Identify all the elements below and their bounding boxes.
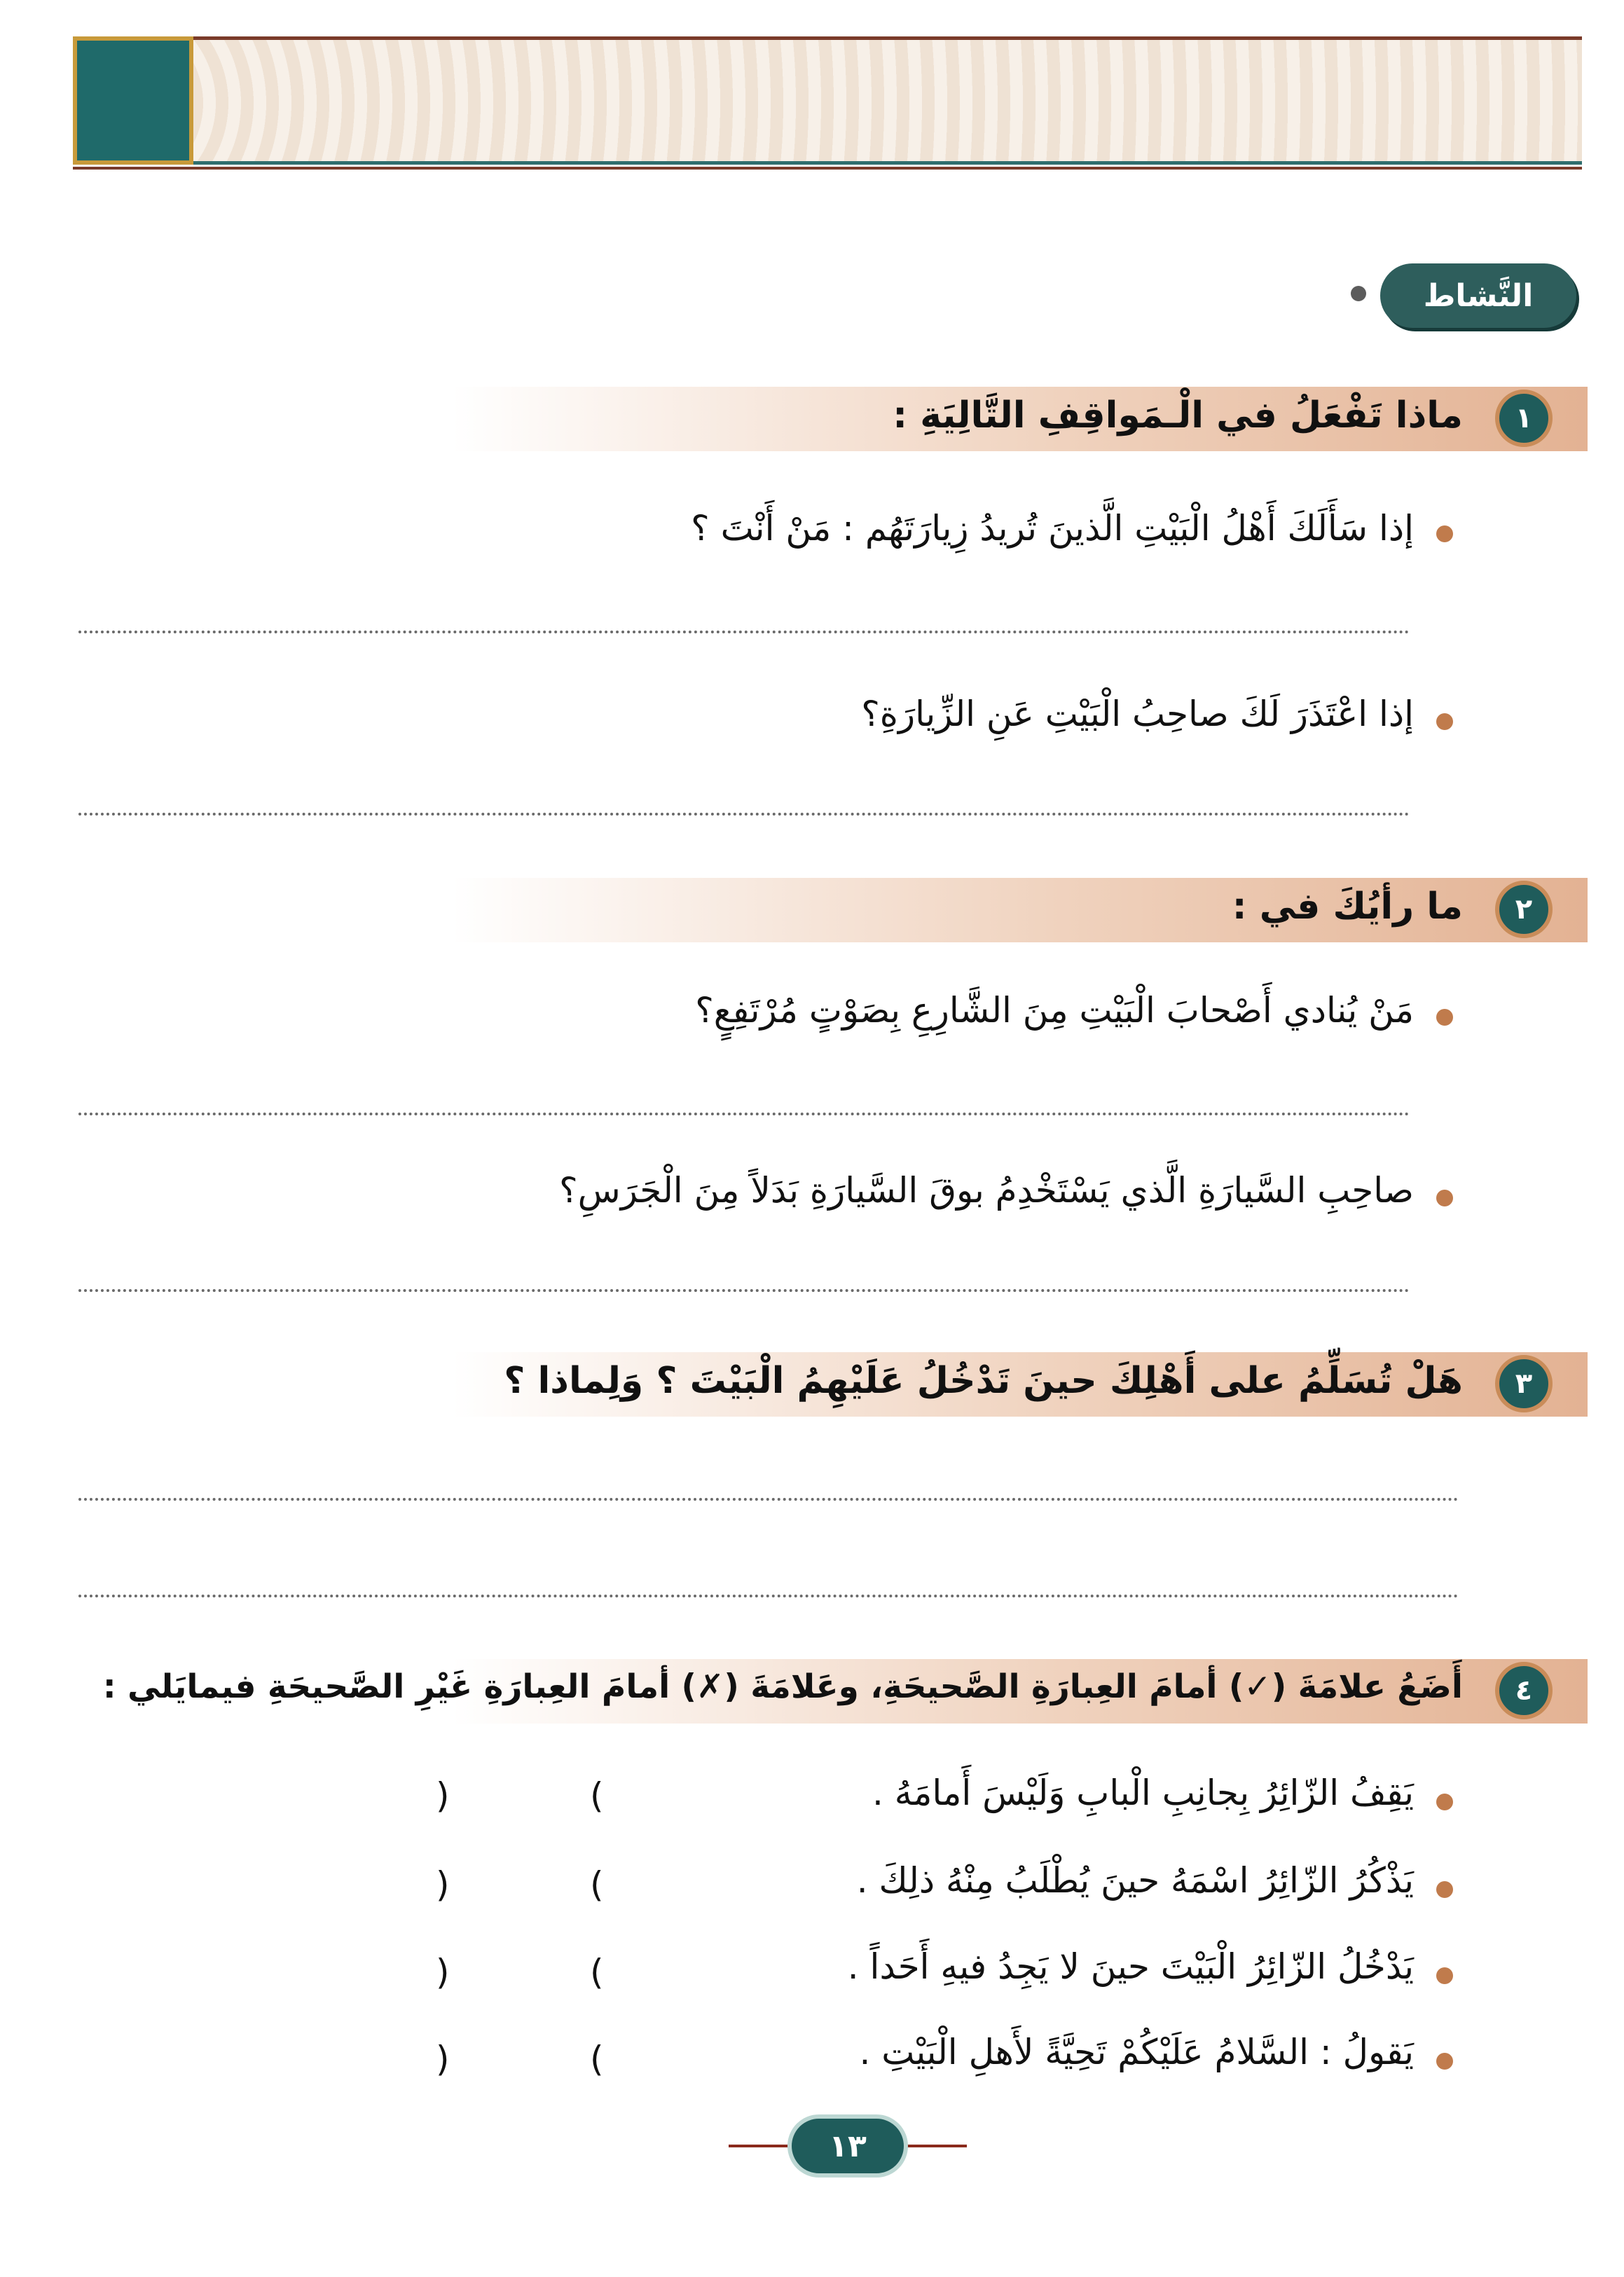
answer-line[interactable] <box>78 1113 1410 1115</box>
answer-box-close[interactable]: ) <box>436 1775 450 1816</box>
answer-line[interactable] <box>78 631 1410 633</box>
section-4-heading: أَضَعُ علامَةَ (✓) أمامَ العِبارَةِ الصَّحيحَةِ، وعَلامَةَ (✗) أمامَ العِبارَةِ غَيْرِ الصَّحيحَةِ فيمايَلي : <box>102 1667 1463 1706</box>
top-ornamental-banner <box>73 36 1582 165</box>
answer-box-open[interactable]: ( <box>590 1864 604 1905</box>
answer-box-open[interactable]: ( <box>590 2039 604 2079</box>
answer-line[interactable] <box>78 1289 1410 1292</box>
bullet-icon <box>1436 1967 1453 1984</box>
bullet-icon <box>1436 1009 1453 1026</box>
statement-4: يَقولُ : السَّلامُ عَلَيْكُمْ تَحِيَّةً لأَهلِ الْبَيْتِ . <box>859 2032 1414 2072</box>
section-2-question-2: صاحِبِ السَّيارَةِ الَّذي يَسْتَخْدِمُ بوقَ السَّيارَةِ بَدَلاً مِنَ الْجَرَسِ؟ <box>559 1170 1414 1211</box>
section-3-number: ٣ <box>1495 1355 1553 1412</box>
banner-divider <box>73 167 1582 170</box>
answer-line[interactable] <box>78 1595 1459 1597</box>
banner-corner-ornament <box>73 36 193 165</box>
answer-line[interactable] <box>78 813 1410 816</box>
bullet-icon <box>1436 525 1453 542</box>
activity-label: النَّشاط <box>1380 263 1576 328</box>
answer-box-open[interactable]: ( <box>590 1775 604 1816</box>
bullet-icon <box>1436 1190 1453 1206</box>
page-number: ١٣ <box>787 2114 908 2178</box>
answer-line[interactable] <box>78 1498 1459 1501</box>
statement-1: يَقِفُ الزّائِرُ بِجانِبِ الْبابِ وَلَيْسَ أَمامَهُ . <box>872 1773 1414 1813</box>
bullet-icon <box>1436 2053 1453 2070</box>
statement-3: يَدْخُلُ الزّائِرُ الْبَيْتَ حينَ لا يَجِدُ فيهِ أَحَداً . <box>847 1946 1414 1987</box>
bullet-icon <box>1436 1881 1453 1898</box>
answer-box-close[interactable]: ) <box>436 1952 450 1993</box>
section-2-number: ٢ <box>1495 881 1553 938</box>
answer-box-close[interactable]: ) <box>436 1864 450 1905</box>
section-4-number: ٤ <box>1495 1662 1553 1719</box>
activity-dot <box>1351 286 1366 301</box>
section-1-question-1: إذا سَأَلَكَ أَهْلُ الْبَيْتِ الَّذينَ تُريدُ زِيارَتَهُم : مَنْ أَنْتَ ؟ <box>691 508 1414 549</box>
answer-box-close[interactable]: ) <box>436 2039 450 2079</box>
bullet-icon <box>1436 1794 1453 1810</box>
section-2-question-1: مَنْ يُنادي أَصْحابَ الْبَيْتِ مِنَ الشَّارِعِ بِصَوْتٍ مُرْتَفِعٍ؟ <box>695 990 1414 1031</box>
section-1-heading: ماذا تَفْعَلُ في الْـمَواقِفِ التَّالِيَةِ : <box>893 394 1463 436</box>
section-1-number: ١ <box>1495 390 1553 447</box>
bullet-icon <box>1436 713 1453 730</box>
section-3-heading: هَلْ تُسَلِّمُ على أَهْلِكَ حينَ تَدْخُلُ عَلَيْهِمُ الْبَيْتَ ؟ وَلِماذا ؟ <box>504 1360 1463 1402</box>
answer-box-open[interactable]: ( <box>590 1952 604 1993</box>
section-2-heading: ما رأيُكَ في : <box>1232 886 1463 928</box>
statement-2: يَذْكُرُ الزّائِرُ اسْمَهُ حينَ يُطْلَبُ مِنْهُ ذلِكَ . <box>856 1860 1414 1901</box>
section-1-question-2: إذا اعْتَذَرَ لَكَ صاحِبُ الْبَيْتِ عَنِ الزِّيارَةِ؟ <box>861 694 1414 734</box>
